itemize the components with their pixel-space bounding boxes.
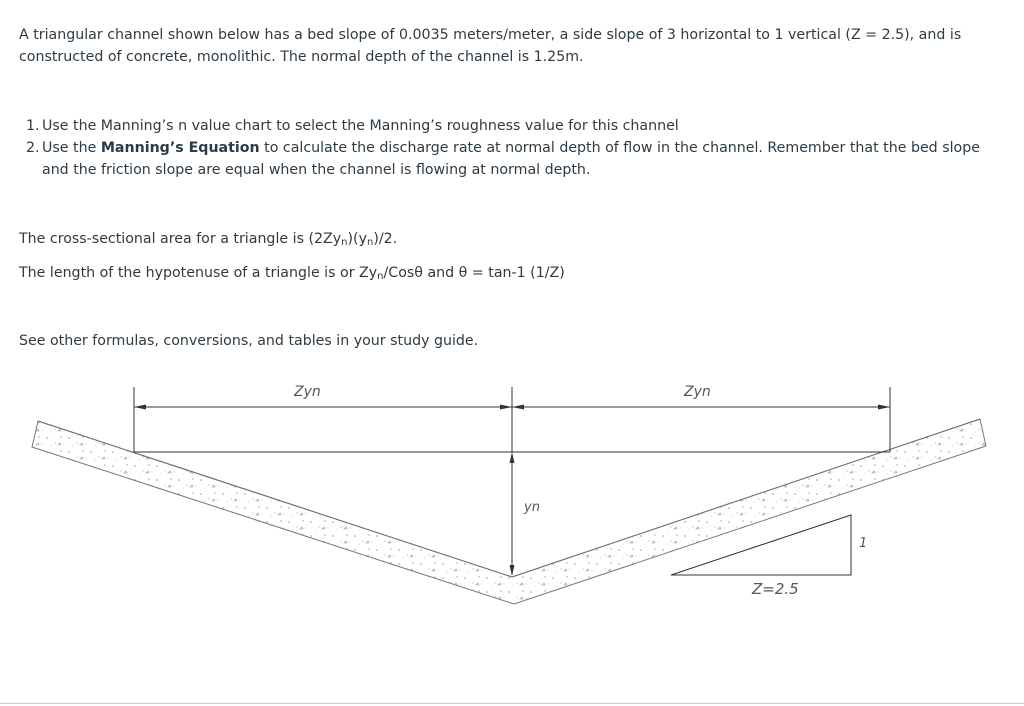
hypotenuse-formula-prefix: The length of the hypotenuse of a triangle is or Zy — [19, 265, 378, 281]
task-number: 2. — [26, 140, 40, 156]
area-formula-sub-2: n — [366, 237, 374, 248]
area-formula-suffix: )/2. — [373, 231, 398, 247]
hypotenuse-formula-suffix: /Cosθ and θ = tan-1 (1/Z) — [383, 265, 565, 281]
task-text-before: Use the — [42, 140, 101, 156]
study-guide-note: See other formulas, conversions, and tables in your study guide. — [19, 333, 479, 349]
dimension-arrow — [510, 452, 515, 463]
lining-inner-left — [38, 421, 512, 577]
top-width-left-label: Zyn — [294, 384, 321, 400]
slope-vertical-label: 1 — [859, 536, 868, 551]
mannings-equation-term: Manning’s Equation — [100, 140, 260, 156]
hypotenuse-formula-sub: n — [377, 271, 384, 282]
dimension-arrow — [510, 565, 515, 576]
task-text: Use the Manning’s n value chart to select the Manning’s roughness value for this channel — [42, 118, 679, 134]
problem-intro: A triangular channel shown below has a bed slope of 0.0035 meters/meter, a side slope of 3 horizontal to 1 vertical (Z = 2.5), and is constructed of concrete, monolithic. The normal depth of the channel is 1.25m. — [19, 27, 962, 65]
bottom-divider — [0, 703, 1024, 704]
lining-inner-right — [512, 419, 980, 577]
task-text-after: to calculate the discharge rate at normal depth of flow in the channel. Remember that the bed slope and the friction slope are equal when the channel is flowing at normal depth. — [42, 140, 980, 178]
dimension-arrow — [134, 405, 146, 410]
top-width-right-label: Zyn — [684, 384, 711, 400]
area-formula-sub-1: n — [341, 237, 348, 248]
dimension-arrow — [500, 405, 512, 410]
slope-horizontal-label: Z=2.5 — [752, 580, 799, 598]
dimension-arrow — [512, 405, 524, 410]
task-number: 1. — [26, 118, 40, 134]
dimension-arrow — [878, 405, 890, 410]
area-formula-mid: )(y — [347, 231, 367, 247]
depth-label: yn — [524, 500, 540, 515]
area-formula-prefix: The cross-sectional area for a triangle is (2Zy — [19, 231, 342, 247]
